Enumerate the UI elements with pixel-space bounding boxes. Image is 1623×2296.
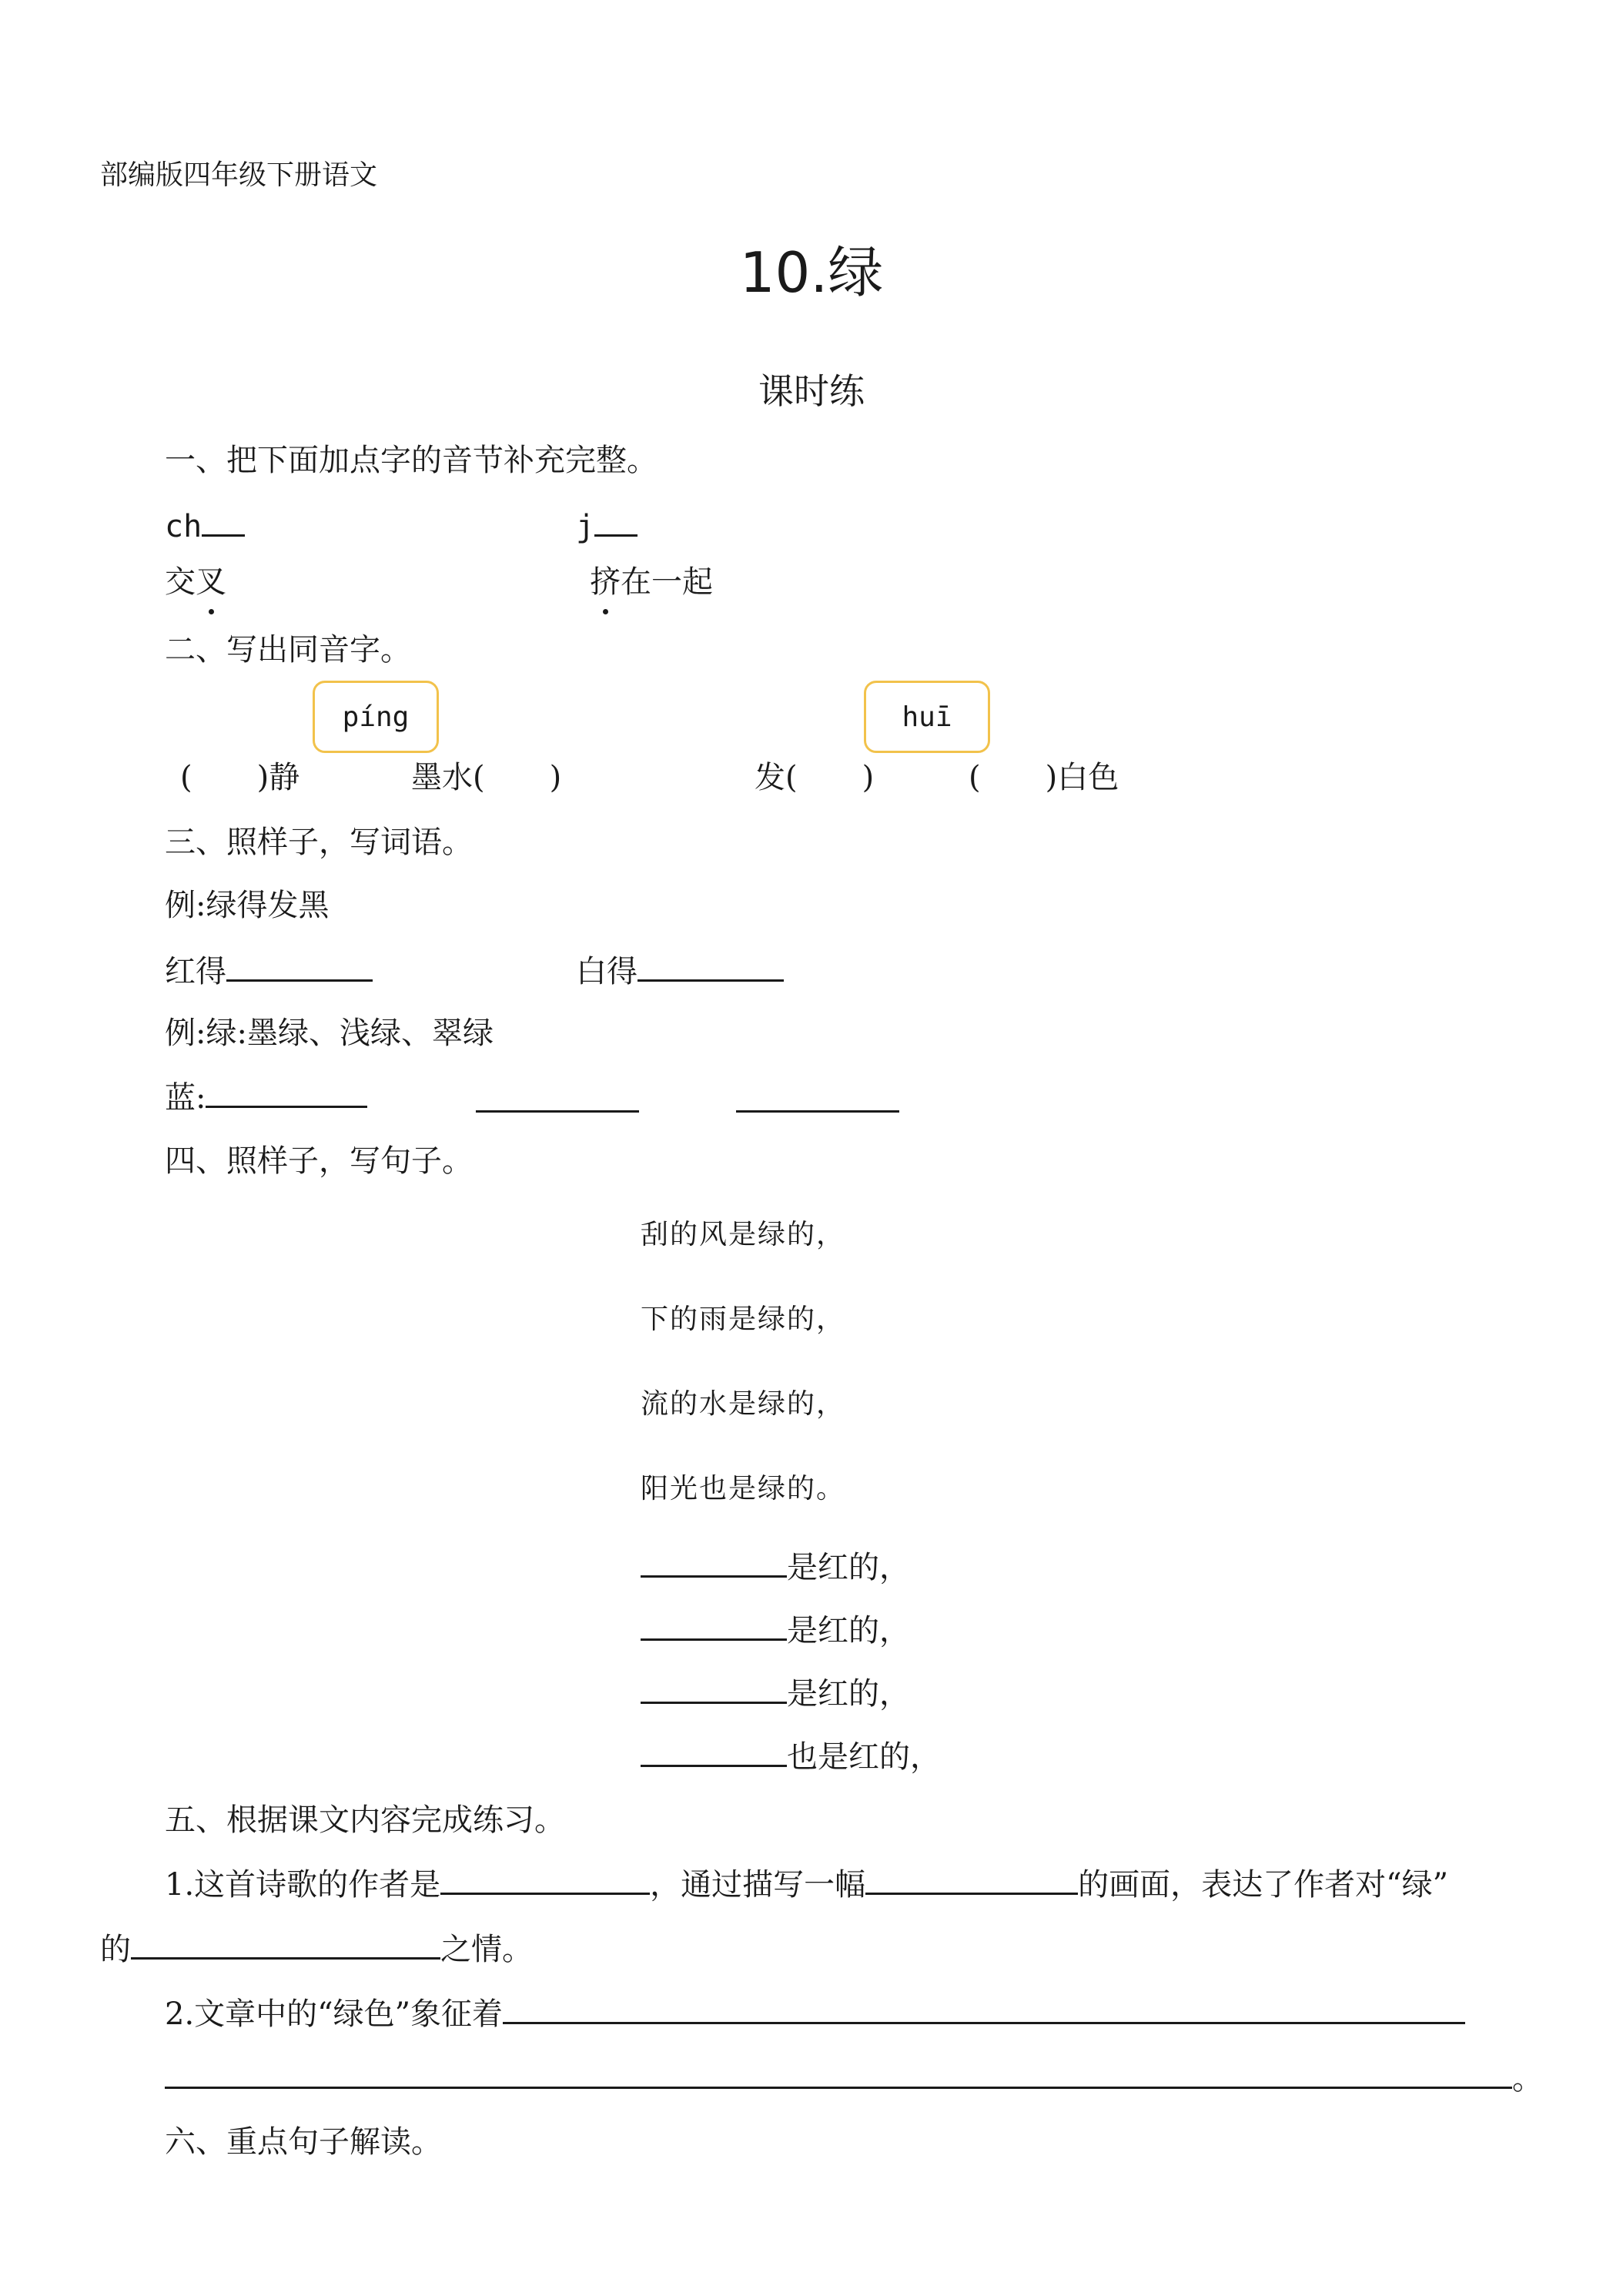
prompt-word: 白得 <box>576 954 637 989</box>
poem-line: 下的雨是绿的， <box>641 1304 846 1335</box>
s5-question-2 <box>165 1994 1465 2033</box>
section-4-heading: 四、照样子，写句子。 <box>165 1143 473 1179</box>
s4-fill-line <box>641 1674 910 1712</box>
answer-blank-scene[interactable] <box>865 1865 1078 1895</box>
answer-blank[interactable] <box>637 952 784 982</box>
question-text: ，通过描写一幅 <box>650 1867 866 1903</box>
paren-word: 发( <box>755 760 798 795</box>
paren-word: )静 <box>256 760 300 795</box>
paren: ( <box>969 760 981 795</box>
answer-blank[interactable] <box>736 1083 899 1113</box>
answer-blank-feeling[interactable] <box>131 1930 440 1960</box>
paren: ( <box>180 760 192 795</box>
question-text: 2.文章中的“绿色”象征着 <box>165 1996 504 2032</box>
word-char: 交 <box>165 564 196 600</box>
answer-blank[interactable] <box>641 1611 787 1641</box>
answer-blank[interactable] <box>202 507 245 537</box>
s3-fill-white <box>576 952 784 990</box>
s5-question-1 <box>165 1865 1448 1903</box>
answer-blank-symbol[interactable] <box>503 1994 1465 2024</box>
s1-item-2-word <box>590 564 713 601</box>
pinyin-text: huī <box>902 701 952 733</box>
question-text: 之情。 <box>440 1932 533 1967</box>
header-label: 部编版四年级下册语文 <box>100 159 378 191</box>
fill-suffix: 是红的， <box>787 1676 910 1712</box>
paren: ) <box>549 760 562 795</box>
s2-group-2-b <box>969 759 1119 796</box>
fill-suffix: 是红的， <box>787 1613 910 1648</box>
s3-fill-red <box>165 952 373 990</box>
answer-blank[interactable] <box>594 507 637 537</box>
dotted-char: 叉 <box>196 564 226 600</box>
s5-question-2-cont <box>165 2059 1543 2097</box>
prompt-word: 蓝: <box>165 1080 206 1116</box>
answer-blank[interactable] <box>641 1548 787 1578</box>
answer-blank-author[interactable] <box>440 1865 650 1895</box>
paren-word: 墨水( <box>411 760 485 795</box>
s3-example-2: 例:绿:墨绿、浅绿、翠绿 <box>165 1016 494 1051</box>
poem-line: 流的水是绿的， <box>641 1388 846 1420</box>
question-text: 的 <box>100 1932 131 1967</box>
paren: ) <box>862 760 875 795</box>
pinyin-text: j <box>576 509 595 544</box>
fill-suffix: 是红的， <box>787 1550 910 1585</box>
s3-fill-blue <box>165 1078 367 1116</box>
page-title: 10.绿 <box>739 240 884 305</box>
page-subtitle: 课时练 <box>758 370 865 412</box>
poem-line: 阳光也是绿的。 <box>641 1473 846 1504</box>
s2-group-2-a <box>755 759 874 796</box>
answer-blank[interactable] <box>206 1078 367 1108</box>
section-3-heading: 三、照样子，写词语。 <box>165 825 473 860</box>
answer-blank[interactable] <box>641 1674 787 1704</box>
pinyin-text: ch <box>165 509 202 544</box>
dotted-char: 挤 <box>590 564 621 600</box>
question-text: 1.这首诗歌的作者是 <box>165 1867 441 1903</box>
s1-item-1-pinyin <box>165 507 245 545</box>
paren-word: )白色 <box>1045 760 1119 795</box>
s5-question-1-cont <box>100 1930 533 1968</box>
s2-group-1-a <box>180 759 300 796</box>
question-text: 。 <box>1512 2061 1543 2097</box>
s2-group-1-b <box>411 759 561 796</box>
section-2-heading: 二、写出同音字。 <box>165 632 411 668</box>
s1-item-2-pinyin <box>576 507 637 545</box>
s3-example-1: 例:绿得发黑 <box>165 888 330 923</box>
section-6-heading: 六、重点句子解读。 <box>165 2124 442 2160</box>
pinyin-box-hui <box>864 681 990 753</box>
poem-line: 刮的风是绿的， <box>641 1219 846 1250</box>
pinyin-text: píng <box>342 701 410 733</box>
answer-blank[interactable] <box>641 1737 787 1767</box>
section-5-heading: 五、根据课文内容完成练习。 <box>165 1802 565 1838</box>
word-char: 在一起 <box>621 564 713 600</box>
s1-item-1-word <box>165 564 226 601</box>
prompt-word: 红得 <box>165 954 226 989</box>
question-text: 的画面，表达了作者对“绿” <box>1078 1867 1449 1903</box>
s4-fill-line <box>641 1611 910 1649</box>
s4-fill-line <box>641 1737 941 1776</box>
pinyin-box-ping <box>313 681 439 753</box>
answer-blank[interactable] <box>226 952 373 982</box>
section-1-heading: 一、把下面加点字的音节补充完整。 <box>165 443 658 478</box>
fill-suffix: 也是红的， <box>787 1739 941 1775</box>
answer-blank-symbol-cont[interactable] <box>165 2059 1512 2089</box>
answer-blank[interactable] <box>476 1083 639 1113</box>
s4-fill-line <box>641 1548 910 1586</box>
